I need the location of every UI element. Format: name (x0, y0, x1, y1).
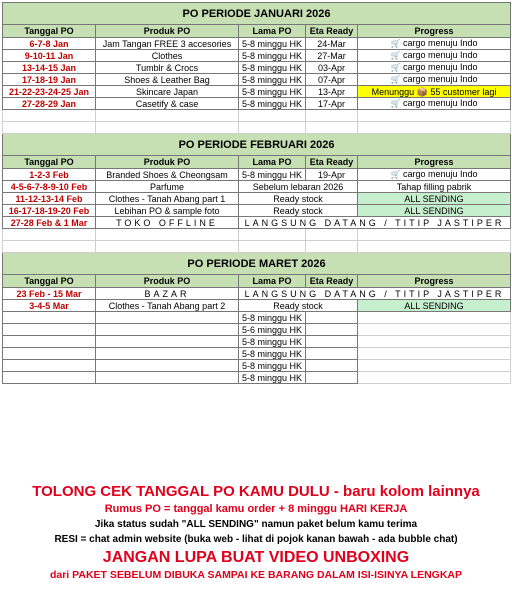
lama-cell: 5-8 minggu HK (239, 348, 306, 360)
tanggal-cell: 21-22-23-24-25 Jan (3, 86, 96, 98)
tanggal-cell: 27-28-29 Jan (3, 98, 96, 110)
produk-cell: Clothes (96, 50, 239, 62)
header-lama: Lama PO (239, 275, 306, 288)
progress-cell: 🛒 cargo menuju Indo (358, 62, 511, 74)
header-progress: Progress (358, 156, 511, 169)
produk-cell: Jam Tangan FREE 3 accesories (96, 38, 239, 50)
notice-unboxing: JANGAN LUPA BUAT VIDEO UNBOXING (102, 549, 410, 566)
tanggal-cell: 13-14-15 Jan (3, 62, 96, 74)
march-header-row (3, 275, 511, 288)
header-produk: Produk PO (96, 156, 239, 169)
header-eta: Eta Ready (306, 275, 358, 288)
january-header-row (3, 25, 511, 38)
header-tanggal: Tanggal PO (3, 156, 96, 169)
header-lama: Lama PO (239, 156, 306, 169)
header-progress: Progress (358, 275, 511, 288)
march-title: PO PERIODE MARET 2026 (3, 253, 511, 275)
produk-cell: Clothes - Tanah Abang part 1 (96, 193, 239, 205)
tanggal-cell: 6-7-8 Jan (3, 38, 96, 50)
notice-check-date: TOLONG CEK TANGGAL PO KAMU DULU - baru kolom lainnya (32, 483, 480, 500)
lama-eta-cell: Sebelum lebaran 2026 (239, 181, 358, 193)
cart-icon: 🛒 (390, 75, 401, 84)
header-eta: Eta Ready (306, 156, 358, 169)
table-row (3, 86, 511, 98)
notice-formula: Rumus PO = tanggal kamu order + 8 minggu HARI KERJA (104, 503, 408, 515)
table-row (3, 336, 511, 348)
produk-cell: Casetify & case (96, 98, 239, 110)
lama-cell: 5-8 minggu HK (239, 372, 306, 384)
table-row (3, 300, 511, 312)
lama-cell: 5-6 minggu HK (239, 324, 306, 336)
tanggal-cell: 9-10-11 Jan (3, 50, 96, 62)
produk-cell: Clothes - Tanah Abang part 2 (96, 300, 239, 312)
info-cell: LANGSUNG DATANG / TITIP JASTIPER (239, 217, 511, 229)
blank-row (3, 229, 511, 241)
eta-cell: 27-Mar (306, 50, 358, 62)
table-row (3, 98, 511, 110)
table-row (3, 312, 511, 324)
table-row (3, 74, 511, 86)
progress-cell: 🛒 cargo menuju Indo (358, 98, 511, 110)
tanggal-cell: 11-12-13-14 Feb (3, 193, 96, 205)
header-progress: Progress (358, 25, 511, 38)
cart-icon: 🛒 (390, 170, 401, 179)
notice-unboxing-detail: dari PAKET SEBELUM DIBUKA SAMPAI KE BARANG DALAM ISI-ISINYA LENGKAP (49, 569, 463, 581)
tanggal-cell: 16-17-18-19-20 Feb (3, 205, 96, 217)
notice-section (0, 480, 512, 583)
eta-cell: 17-Apr (306, 98, 358, 110)
header-produk: Produk PO (96, 275, 239, 288)
lama-cell: 5-8 minggu HK (239, 86, 306, 98)
lama-cell: 5-8 minggu HK (239, 50, 306, 62)
progress-cell: Tahap filling pabrik (358, 181, 511, 193)
table-row (3, 38, 511, 50)
lama-cell: 5-8 minggu HK (239, 62, 306, 74)
january-title-row (3, 3, 511, 25)
header-tanggal: Tanggal PO (3, 275, 96, 288)
produk-cell: Branded Shoes & Cheongsam (96, 169, 239, 181)
produk-cell: TOKO OFFLINE (96, 217, 239, 229)
header-tanggal: Tanggal PO (3, 25, 96, 38)
header-produk: Produk PO (96, 25, 239, 38)
progress-cell: 🛒 cargo menuju Indo (358, 38, 511, 50)
cart-icon: 🛒 (390, 39, 401, 48)
lama-cell: 5-8 minggu HK (239, 98, 306, 110)
blank-row (3, 241, 511, 253)
lama-eta-cell: Ready stock (239, 300, 358, 312)
table-row (3, 324, 511, 336)
progress-cell: 🛒 cargo menuju Indo (358, 74, 511, 86)
produk-cell: Shoes & Leather Bag (96, 74, 239, 86)
notice-all-sending: Jika status sudah "ALL SENDING" namun paket belum kamu terima (94, 519, 418, 530)
produk-cell: Parfume (96, 181, 239, 193)
lama-cell: 5-8 minggu HK (239, 74, 306, 86)
blank-row (3, 122, 511, 134)
blank-row (3, 110, 511, 122)
header-eta: Eta Ready (306, 25, 358, 38)
table-row (3, 217, 511, 229)
table-row (3, 348, 511, 360)
eta-cell: 13-Apr (306, 86, 358, 98)
tanggal-cell: 3-4-5 Mar (3, 300, 96, 312)
progress-cell: 🛒 cargo menuju Indo (358, 169, 511, 181)
lama-cell: 5-8 minggu HK (239, 38, 306, 50)
table-row (3, 288, 511, 300)
po-table (2, 2, 511, 384)
lama-eta-cell: Ready stock (239, 193, 358, 205)
cart-icon: 🛒 (390, 99, 401, 108)
notice-resi: RESI = chat admin website (buka web - lihat di pojok kanan bawah - ada bubble chat) (54, 534, 458, 545)
january-title: PO PERIODE JANUARI 2026 (3, 3, 511, 25)
march-title-row (3, 253, 511, 275)
produk-cell: Skincare Japan (96, 86, 239, 98)
eta-cell: 03-Apr (306, 62, 358, 74)
cart-icon: 🛒 (390, 63, 401, 72)
table-row (3, 181, 511, 193)
lama-eta-cell: Ready stock (239, 205, 358, 217)
progress-cell: Menunggu 📦 55 customer lagi (358, 86, 511, 98)
tanggal-cell: 1-2-3 Feb (3, 169, 96, 181)
february-header-row (3, 156, 511, 169)
spreadsheet (2, 2, 510, 384)
tanggal-cell: 23 Feb - 15 Mar (3, 288, 96, 300)
produk-cell: Tumblr & Crocs (96, 62, 239, 74)
table-row (3, 50, 511, 62)
eta-cell: 24-Mar (306, 38, 358, 50)
tanggal-cell: 27-28 Feb & 1 Mar (3, 217, 96, 229)
lama-cell: 5-8 minggu HK (239, 336, 306, 348)
progress-cell: ALL SENDING (358, 205, 511, 217)
table-row (3, 205, 511, 217)
progress-cell: 🛒 cargo menuju Indo (358, 50, 511, 62)
table-row (3, 372, 511, 384)
progress-cell: ALL SENDING (358, 300, 511, 312)
february-title-row (3, 134, 511, 156)
produk-cell: BAZAR (96, 288, 239, 300)
produk-cell: Lebihan PO & sample foto (96, 205, 239, 217)
table-row (3, 62, 511, 74)
lama-cell: 5-8 minggu HK (239, 312, 306, 324)
table-row (3, 169, 511, 181)
february-title: PO PERIODE FEBRUARI 2026 (3, 134, 511, 156)
table-row (3, 360, 511, 372)
info-cell: LANGSUNG DATANG / TITIP JASTIPER (239, 288, 511, 300)
progress-cell: ALL SENDING (358, 193, 511, 205)
eta-cell: 19-Apr (306, 169, 358, 181)
lama-cell: 5-8 minggu HK (239, 360, 306, 372)
tanggal-cell: 17-18-19 Jan (3, 74, 96, 86)
header-lama: Lama PO (239, 25, 306, 38)
table-row (3, 193, 511, 205)
lama-cell: 5-8 minggu HK (239, 169, 306, 181)
tanggal-cell: 4-5-6-7-8-9-10 Feb (3, 181, 96, 193)
eta-cell: 07-Apr (306, 74, 358, 86)
cart-icon: 🛒 (390, 51, 401, 60)
